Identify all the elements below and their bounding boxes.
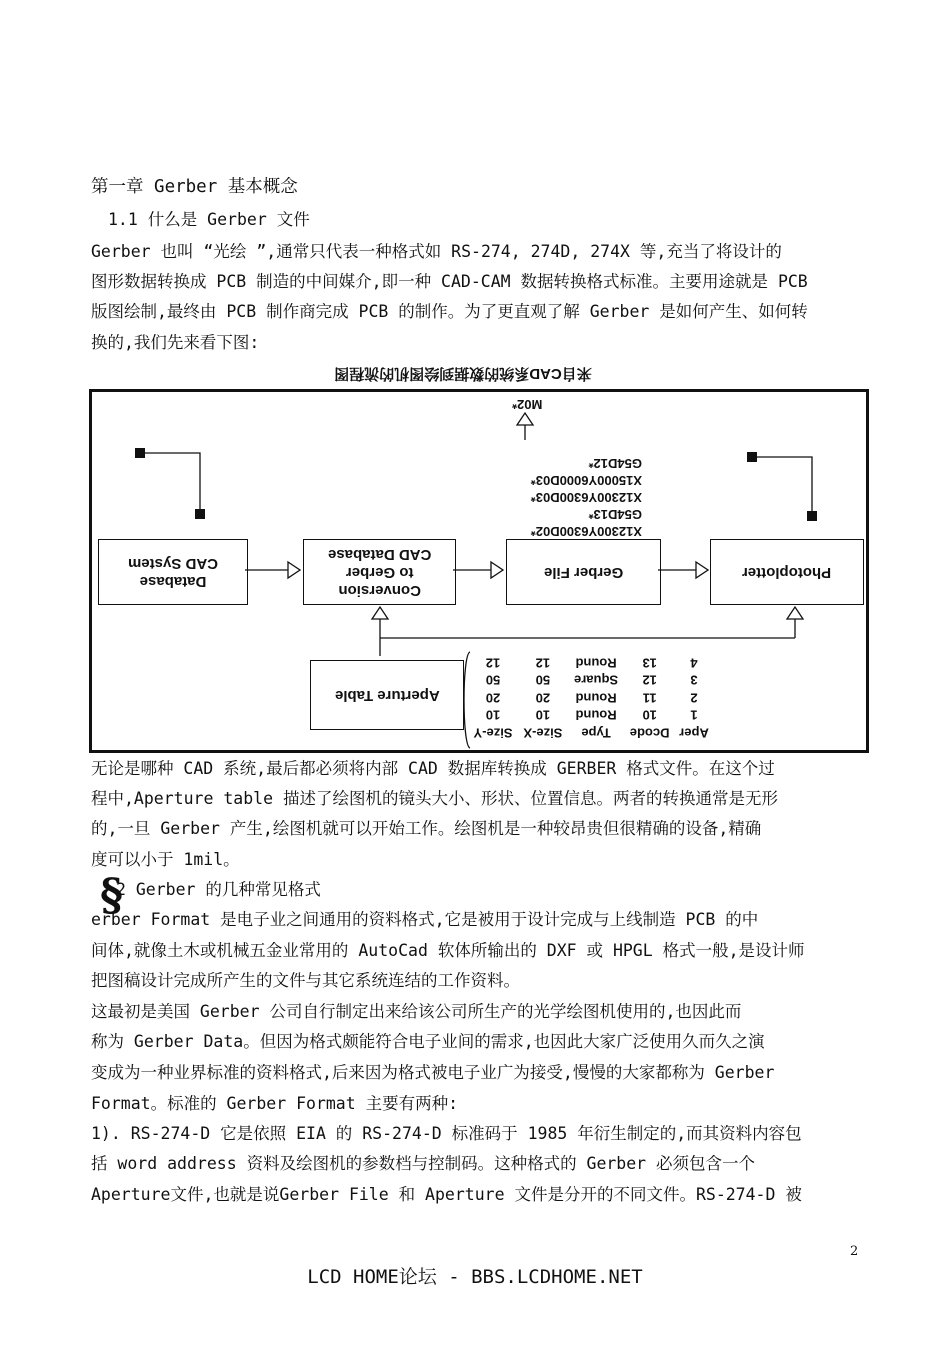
table-cell: Round bbox=[575, 655, 617, 671]
paragraph-4-line-3: 变成为一种业界标准的资料格式,后来因为格式被电子业广为接受,慢慢的大家都称为 Gerber bbox=[91, 1063, 775, 1082]
table-cell: 20 bbox=[485, 690, 501, 706]
arrow-head bbox=[491, 562, 503, 578]
paragraph-1-line-1: Gerber 也叫 “光绘 ”,通常只代表一种格式如 RS-274, 274D, 274X 等,充当了将设计的 bbox=[91, 242, 782, 261]
paragraph-1-line-2: 图形数据转换成 PCB 制造的中间媒介,即一种 CAD-CAM 数据转换格式标准。主要用途就是 PCB bbox=[91, 272, 808, 291]
arrow-head bbox=[517, 413, 533, 425]
arrow-head bbox=[787, 607, 803, 619]
registration-marker bbox=[135, 448, 145, 458]
registration-marker-line bbox=[752, 457, 812, 516]
paragraph-5-line-1: 1). RS-274-D 它是依照 EIA 的 RS-274-D 标准码于 1985 年衍生制定的,而其资料内容包 bbox=[91, 1124, 802, 1143]
section-1-1-title: 1.1 什么是 Gerber 文件 bbox=[108, 210, 310, 229]
paragraph-4-line-4: Format。标准的 Gerber Format 主要有两种: bbox=[91, 1094, 459, 1113]
registration-marker bbox=[747, 452, 757, 462]
paragraph-5-line-3: Aperture文件,也就是说Gerber File 和 Aperture 文件是分开的不同文件。RS-274-D 被 bbox=[91, 1185, 802, 1204]
header-cell: Dcode bbox=[629, 725, 670, 741]
paragraph-1-line-4: 换的,我们先来看下图: bbox=[91, 333, 260, 352]
diagram-caption: 来自CAD系统的数据到绘图机的流程图 bbox=[334, 365, 592, 382]
gerber-file-label: Gerber File bbox=[543, 564, 624, 581]
header-cell: Type bbox=[581, 725, 611, 741]
table-cell: 4 bbox=[690, 655, 698, 671]
registration-marker-line bbox=[140, 453, 200, 514]
registration-marker bbox=[807, 511, 817, 521]
paragraph-4-line-2: 称为 Gerber Data。但因为格式颇能符合电子业间的需求,也因此大家广泛使用久而久之演 bbox=[91, 1032, 765, 1051]
gcode-line: G54D12* bbox=[588, 456, 642, 471]
paragraph-3-line-3: 把图稿设计完成所产生的文件与其它系统连结的工作资料。 bbox=[91, 971, 520, 990]
table-cell: 1 bbox=[690, 708, 698, 723]
table-cell: Round bbox=[575, 708, 617, 723]
conversion-label: Conversion to Gerber CAD Database bbox=[327, 546, 432, 599]
paragraph-2-line-2: 程中,Aperture table 描述了绘图机的镜头大小、形状、位置信息。两者的转换通常是无形 bbox=[91, 789, 778, 808]
table-cell: 11 bbox=[642, 690, 657, 706]
paragraph-2-line-3: 的,一旦 Gerber 产生,绘图机就可以开始工作。绘图机是一种较昂贵但很精确的设备,精确 bbox=[91, 819, 762, 838]
table-cell: 50 bbox=[535, 673, 551, 688]
paragraph-2-line-1: 无论是哪种 CAD 系统,最后都必须将内部 CAD 数据库转换成 GERBER 格式文件。在这个过 bbox=[91, 759, 775, 778]
header-cell: Size-Y bbox=[473, 725, 513, 741]
m02-code: M02* bbox=[512, 397, 543, 412]
table-cell: 12 bbox=[535, 655, 551, 671]
table-bracket bbox=[464, 652, 470, 748]
table-cell: Square bbox=[574, 673, 619, 688]
arrow-head bbox=[372, 607, 388, 619]
page-number: 2 bbox=[850, 1244, 859, 1259]
table-cell: 13 bbox=[642, 655, 657, 671]
cad-system-label: Database CAD System bbox=[127, 555, 219, 590]
aperture-table-label: Aperture Table bbox=[334, 687, 440, 704]
gcode-line: G54D13* bbox=[588, 507, 642, 522]
gcode-line: X12300Y6300D02* bbox=[530, 524, 642, 539]
gcode-line: X12300Y6300D03* bbox=[530, 490, 642, 505]
table-cell: 2 bbox=[690, 690, 698, 706]
table-cell: Round bbox=[575, 690, 617, 706]
paragraph-1-line-3: 版图绘制,最终由 PCB 制作商完成 PCB 的制作。为了更直观了解 Gerber 是如何产生、如何转 bbox=[91, 302, 808, 321]
paragraph-3-line-1: erber Format 是电子业之间通用的资料格式,它是被用于设计完成与上线制造 PCB 的中 bbox=[91, 910, 759, 929]
table-cell: 50 bbox=[485, 673, 501, 688]
footer-watermark: LCD HOME论坛 - BBS.LCDHOME.NET bbox=[307, 1266, 643, 1288]
table-cell: 3 bbox=[690, 673, 698, 688]
photoplotter-label: Photoplotter bbox=[742, 564, 832, 581]
table-cell: 10 bbox=[485, 708, 501, 723]
header-cell: Aper bbox=[679, 725, 709, 741]
arrow-head bbox=[696, 562, 708, 578]
chapter-title: 第一章 Gerber 基本概念 bbox=[91, 177, 298, 197]
paragraph-5-line-2: 括 word address 资料及绘图机的参数档与控制码。这种格式的 Gerber 必须包含一个 bbox=[91, 1154, 756, 1173]
gcode-line: X15000Y6000D03* bbox=[530, 473, 642, 488]
table-cell: 10 bbox=[642, 708, 657, 723]
table-cell: 12 bbox=[485, 655, 501, 671]
table-cell: 20 bbox=[535, 690, 551, 706]
arrow-head bbox=[288, 562, 300, 578]
paragraph-4-line-1: 这最初是美国 Gerber 公司自行制定出来给该公司所生产的光学绘图机使用的,也因此而 bbox=[91, 1002, 742, 1021]
table-cell: 12 bbox=[642, 673, 657, 688]
section-symbol: § bbox=[100, 870, 124, 921]
table-cell: 10 bbox=[535, 708, 551, 723]
section-1-2-title: 2 Gerber 的几种常见格式 bbox=[116, 880, 321, 899]
paragraph-2-line-4: 度可以小于 1mil。 bbox=[91, 850, 240, 869]
header-cell: Size-X bbox=[523, 725, 563, 741]
registration-marker bbox=[195, 509, 205, 519]
paragraph-3-line-2: 间体,就像土木或机械五金业常用的 AutoCad 软体所输出的 DXF 或 HPGL 格式一般,是设计师 bbox=[91, 941, 805, 960]
